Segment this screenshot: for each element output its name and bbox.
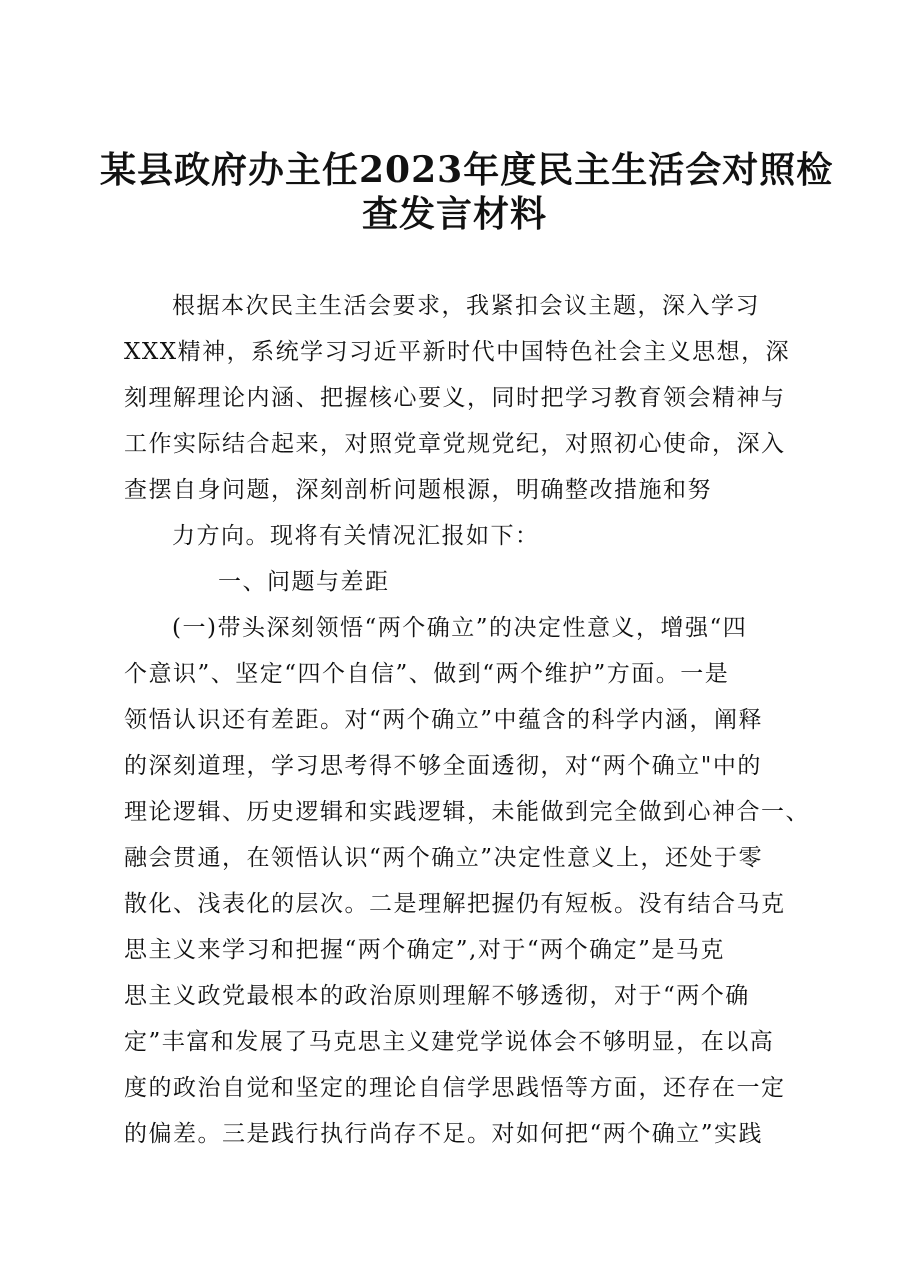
document-title-line-1: 某县政府办主任2023年度民主生活会对照检 bbox=[100, 149, 834, 191]
paragraph-line: 领悟认识还有差距。对“两个确立”中蕴含的科学内涵，阐释 bbox=[124, 707, 764, 733]
paragraph-line: 查摆自身问题，深刻剖析问题根源，明确整改措施和努 bbox=[124, 477, 712, 503]
paragraph-line: 定”丰富和发展了马克思主义建党学说体会不够明显，在以高 bbox=[124, 1029, 775, 1055]
paragraph-line: 思主义来学习和把握“两个确定”,对于“两个确定”是马克 bbox=[124, 937, 725, 963]
paragraph-line: 融会贯通，在领悟认识“两个确立”决定性意义上，还处于零 bbox=[124, 845, 764, 871]
section-heading: 一、问题与差距 bbox=[218, 569, 390, 595]
paragraph-line: 刻理解理论内涵、把握核心要义，同时把学习教育领会精神与 bbox=[124, 385, 786, 411]
paragraph-line: 理论逻辑、历史逻辑和实践逻辑，未能做到完全做到心神合一、 bbox=[124, 799, 810, 825]
paragraph-line: 工作实际结合起来，对照党章党规党纪，对照初心使命，深入 bbox=[124, 431, 786, 457]
paragraph-line: 根据本次民主生活会要求，我紧扣会议主题，深入学习 bbox=[172, 293, 760, 319]
paragraph-line: 散化、浅表化的层次。二是理解把握仍有短板。没有结合马克 bbox=[124, 891, 786, 917]
document-title-line-2: 查发言材料 bbox=[361, 193, 547, 235]
paragraph-line: 的偏差。三是践行执行尚存不足。对如何把“两个确立”实践 bbox=[124, 1121, 764, 1147]
paragraph-line: 的深刻道理，学习思考得不够全面透彻，对“两个确立"中的 bbox=[124, 753, 762, 779]
paragraph-line: 度的政治自觉和坚定的理论自信学思践悟等方面，还存在一定 bbox=[124, 1075, 786, 1101]
paragraph-line: 个意识”、坚定“四个自信”、做到“两个维护”方面。一是 bbox=[124, 661, 730, 687]
paragraph-line: (一)带头深刻领悟“两个确立”的决定性意义，增强“四 bbox=[172, 615, 748, 641]
paragraph-line: 思主义政党最根本的政治原则理解不够透彻，对于“两个确 bbox=[124, 983, 750, 1009]
paragraph-line: 力方向。现将有关情况汇报如下： bbox=[172, 523, 540, 549]
paragraph-line: XXX精神，系统学习习近平新时代中国特色社会主义思想，深 bbox=[124, 339, 791, 365]
